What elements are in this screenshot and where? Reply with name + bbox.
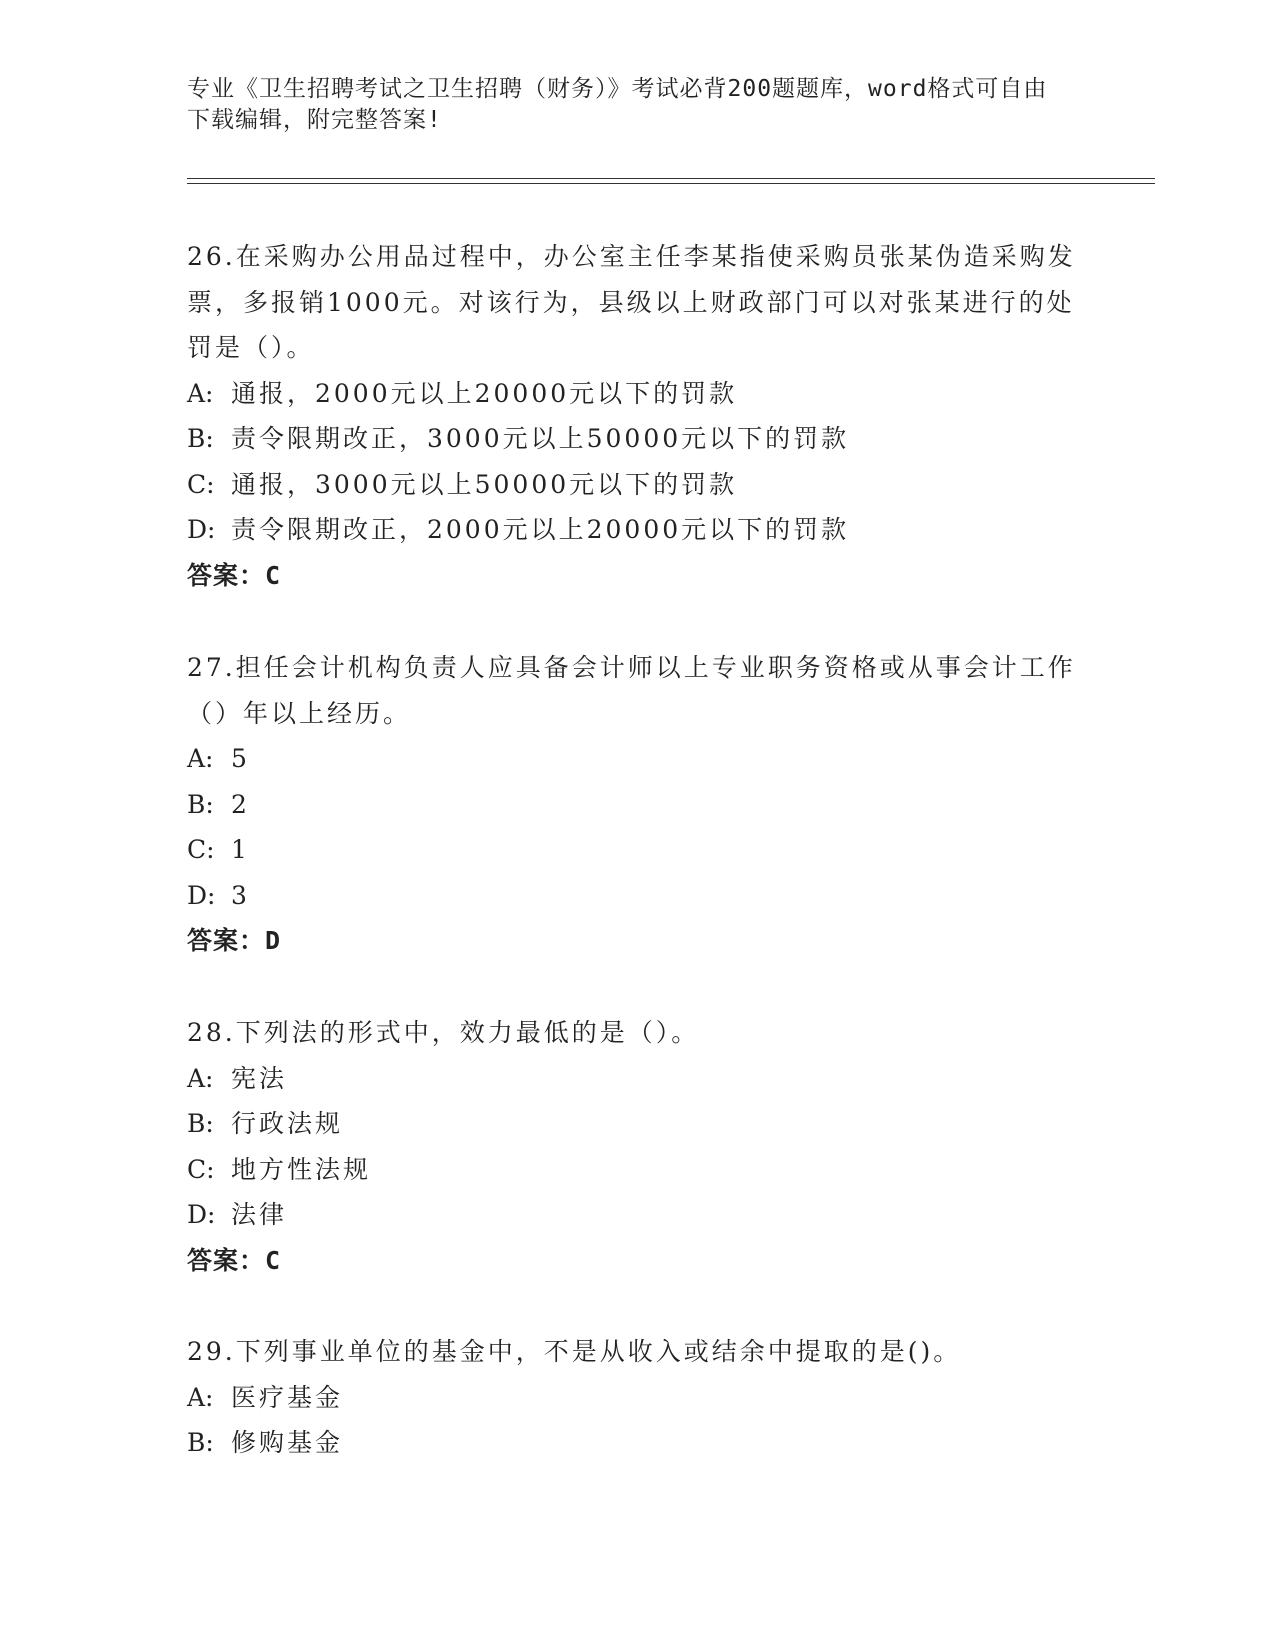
option-d bbox=[187, 507, 1077, 553]
answer: 答案：C bbox=[187, 560, 282, 590]
option-letter: B: bbox=[187, 1428, 214, 1457]
option-c bbox=[187, 1147, 1077, 1193]
option-letter: A: bbox=[187, 378, 214, 408]
header-divider-top bbox=[187, 178, 1155, 179]
document-header: 专业《卫生招聘考试之卫生招聘（财务）》考试必背200题题库，word格式可自由下载编辑，附完整答案! bbox=[187, 76, 1048, 133]
option-letter: B: bbox=[187, 1109, 214, 1138]
option-letter: C: bbox=[187, 1154, 215, 1184]
header-divider-bottom bbox=[187, 183, 1155, 184]
option-text: 责令限期改正，2000元以上20000元以下的罚款 bbox=[231, 515, 850, 544]
option-letter: A: bbox=[187, 1063, 214, 1093]
option-letter: A: bbox=[187, 744, 214, 773]
option-text: 地方性法规 bbox=[231, 1154, 372, 1184]
option-b bbox=[187, 416, 1077, 462]
question-stem: 29.下列事业单位的基金中，不是从收入或结余中提取的是()。 bbox=[187, 1337, 962, 1366]
option-letter: A: bbox=[187, 1382, 214, 1412]
option-text: 1 bbox=[231, 835, 250, 864]
option-d bbox=[187, 873, 1077, 919]
option-text: 5 bbox=[231, 744, 250, 773]
option-d bbox=[187, 1192, 1077, 1238]
option-text: 3 bbox=[231, 880, 250, 910]
question-29 bbox=[187, 1329, 1077, 1466]
option-letter: C: bbox=[187, 835, 215, 864]
option-text: 医疗基金 bbox=[231, 1382, 344, 1412]
option-b bbox=[187, 782, 1077, 828]
question-27 bbox=[187, 645, 1077, 964]
answer: 答案：D bbox=[187, 926, 282, 955]
question-26 bbox=[187, 234, 1077, 598]
option-text: 修购基金 bbox=[231, 1428, 344, 1457]
option-c bbox=[187, 827, 1077, 873]
question-stem: 27.担任会计机构负责人应具备会计师以上专业职务资格或从事会计工作（）年以上经历。 bbox=[187, 653, 1076, 728]
option-text: 2 bbox=[231, 789, 250, 819]
question-stem: 28.下列法的形式中，效力最低的是（）。 bbox=[187, 1018, 700, 1047]
option-c bbox=[187, 462, 1077, 508]
option-letter: D: bbox=[187, 1200, 216, 1229]
option-a bbox=[187, 371, 1077, 417]
option-text: 宪法 bbox=[231, 1063, 288, 1093]
option-letter: B: bbox=[187, 789, 214, 819]
option-text: 责令限期改正，3000元以上50000元以下的罚款 bbox=[231, 424, 850, 453]
option-text: 行政法规 bbox=[231, 1109, 344, 1138]
answer: 答案：C bbox=[187, 1245, 282, 1275]
option-a bbox=[187, 1375, 1077, 1421]
option-a bbox=[187, 1056, 1077, 1102]
option-text: 法律 bbox=[231, 1200, 288, 1229]
option-letter: D: bbox=[187, 515, 216, 544]
option-text: 通报，3000元以上50000元以下的罚款 bbox=[231, 469, 738, 499]
option-text: 通报，2000元以上20000元以下的罚款 bbox=[231, 378, 738, 408]
option-a bbox=[187, 736, 1077, 782]
question-28 bbox=[187, 1010, 1077, 1283]
option-letter: B: bbox=[187, 424, 214, 453]
option-letter: D: bbox=[187, 880, 216, 910]
option-letter: C: bbox=[187, 469, 215, 499]
option-b bbox=[187, 1420, 1077, 1466]
option-b bbox=[187, 1101, 1077, 1147]
question-stem: 26.在采购办公用品过程中，办公室主任李某指使采购员张某伪造采购发票，多报销1000元。对该行为，县级以上财政部门可以对张某进行的处罚是（）。 bbox=[187, 242, 1076, 362]
